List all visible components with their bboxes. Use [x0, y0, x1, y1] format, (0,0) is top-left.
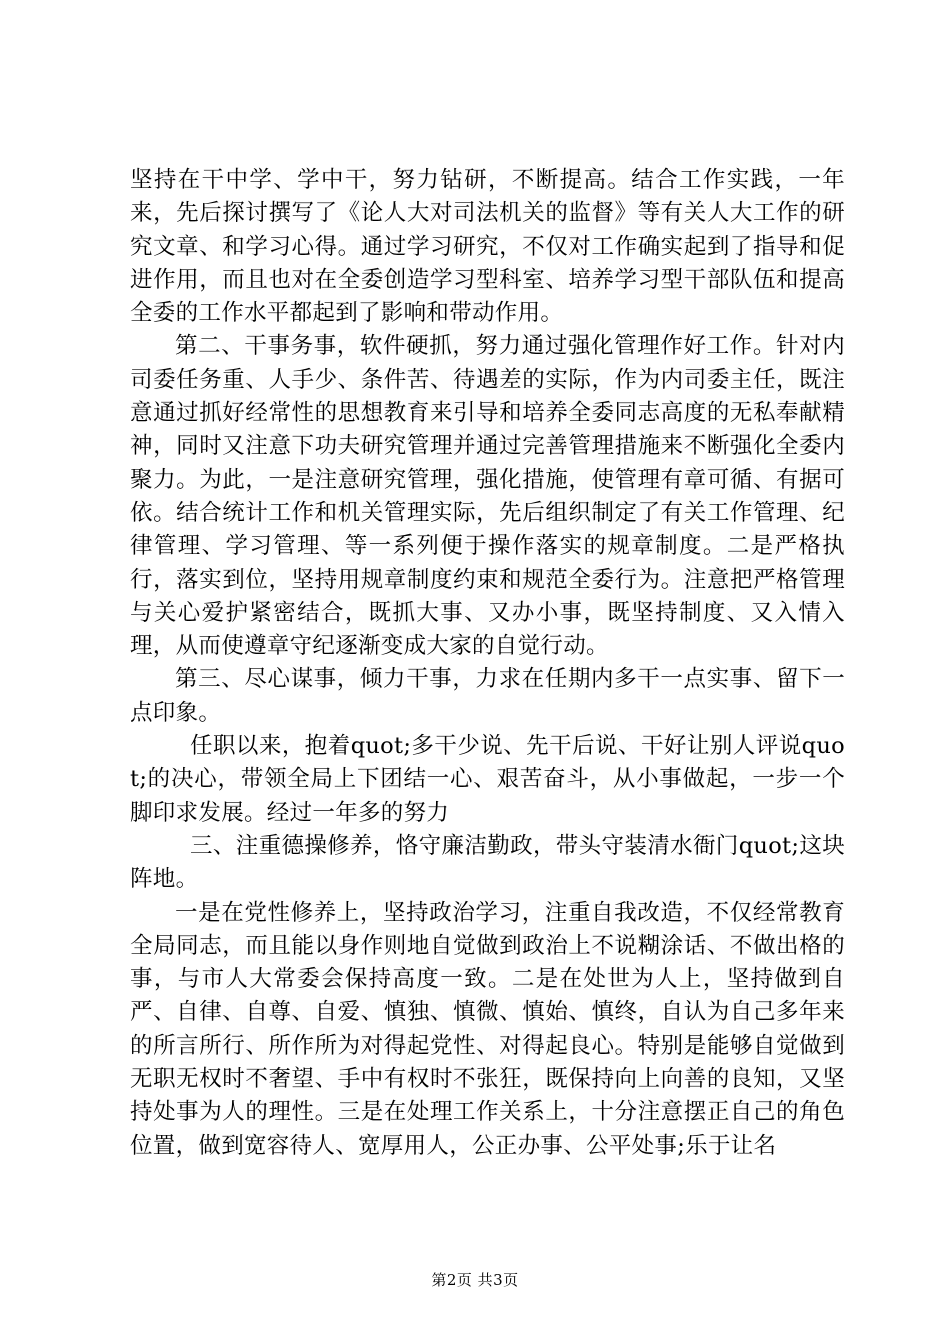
page-footer: 第2页 共3页	[431, 1271, 519, 1289]
paragraph-party-spirit: 一是在党性修养上，坚持政治学习，注重自我改造，不仅经常教育全局同志，而且能以身作则地自觉做到政治上不说糊涂话、不做出格的事，与市人大常委会保持高度一致。二是在处世为人上，坚持做到自严、自律、自尊、自爱、慎独、慎微、慎始、慎终，自认为自己多年来的所言所行、所作所为对得起党性、对得起良心。特别是能够自觉做到无职无权时不奢望、手中有权时不张狂，既保持向上向善的良知，又坚持处事为人的理性。三是在处理工作关系上，十分注意摆正自己的角色位置，做到宽容待人、宽厚用人，公正办事、公平处事;乐于让名	[130, 899, 845, 1159]
paragraph-section-two: 第二、干事务事，软件硬抓，努力通过强化管理作好工作。针对内司委任务重、人手少、条件苦、待遇差的实际，作为内司委主任，既注意通过抓好经常性的思想教育来引导和培养全委同志高度的无私奉献精神，同时又注意下功夫研究管理并通过完善管理措施来不断强化全委内聚力。为此，一是注意研究管理，强化措施，使管理有章可循、有据可依。结合统计工作和机关管理实际，先后组织制定了有关工作管理、纪律管理、学习管理、等一系列便于操作落实的规章制度。二是严格执行，落实到位，坚持用规章制度约束和规范全委行为。注意把严格管理与关心爱护紧密结合，既抓大事、又办小事，既坚持制度、又入情入理，从而使遵章守纪逐渐变成大家的自觉行动。	[130, 333, 845, 660]
paragraph-continuation: 坚持在干中学、学中干，努力钻研，不断提高。结合工作实践，一年来，先后探讨撰写了《论人大对司法机关的监督》等有关人大工作的研究文章、和学习心得。通过学习研究，不仅对工作确实起到了指导和促进作用，而且也对在全委创造学习型科室、培养学习型干部队伍和提高全委的工作水平都起到了影响和带动作用。	[130, 167, 845, 327]
document-body	[130, 164, 845, 1163]
paragraph-section-three: 第三、尽心谋事，倾力干事，力求在任期内多干一点实事、留下一点印象。	[130, 666, 845, 726]
paragraph-heading-three: 三、注重德操修养，恪守廉洁勤政，带头守装清水衙门quot;这块阵地。	[130, 832, 845, 893]
paragraph-tenure: 任职以来，抱着quot;多干少说、先干后说、干好让别人评说quot;的决心，带领全局上下团结一心、艰苦奋斗，从小事做起，一步一个脚印求发展。经过一年多的努力	[130, 733, 845, 826]
